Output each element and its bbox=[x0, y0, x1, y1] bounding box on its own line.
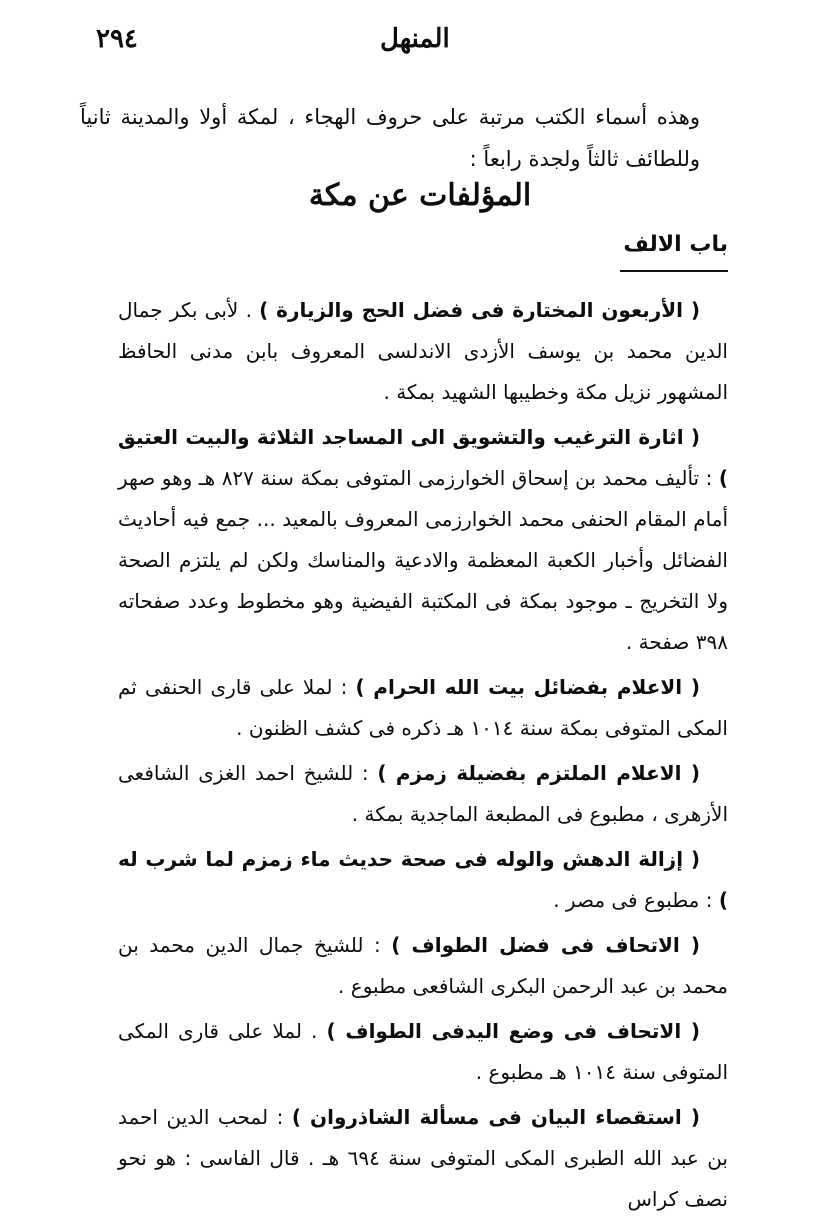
entry-title: ( الاتحاف فى فضل الطواف ) bbox=[391, 933, 701, 957]
entry bbox=[118, 1097, 728, 1220]
entry bbox=[118, 839, 728, 921]
entry-title: ( إزالة الدهش والوله فى صحة حديث ماء زمزم لما شرب له ) bbox=[118, 847, 728, 912]
entry-title: ( الاعلام بفضائل بيت الله الحرام ) bbox=[355, 675, 700, 699]
intro-paragraph: وهذه أسماء الكتب مرتبة على حروف الهجاء ، لمكة أولا والمدينة ثانياً وللطائف ثالثاً ولجدة رابعاً : bbox=[80, 105, 700, 171]
entry-text: . لأبى بكر جمال الدين محمد بن يوسف الأزدى الاندلسى المعروف بابن مدنى الحافظ المشهور نزيل مكة وخطيبها الشهيد بمكة . bbox=[118, 298, 728, 404]
entry-text: : للشيخ احمد الغزى الشافعى الأزهرى ، مطبوع فى المطبعة الماجدية بمكة . bbox=[118, 761, 728, 826]
entries-list bbox=[118, 290, 728, 1224]
entry bbox=[118, 753, 728, 835]
entry-text: : لمحب الدين احمد بن عبد الله الطبرى المكى المتوفى سنة ٦٩٤ هـ . قال الفاسى : هو نحو نصف كراس bbox=[118, 1105, 728, 1211]
entry-text: . لملا على قارى المكى المتوفى سنة ١٠١٤ هـ مطبوع . bbox=[118, 1019, 728, 1084]
entry bbox=[118, 1011, 728, 1093]
entry bbox=[118, 667, 728, 749]
entry-title: ( الاعلام الملتزم بفضيلة زمزم ) bbox=[377, 761, 700, 785]
entry-title: ( استقصاء البيان فى مسألة الشاذروان ) bbox=[291, 1105, 701, 1129]
entry-title: ( الأربعون المختارة فى فضل الحج والزيارة ) bbox=[259, 298, 700, 322]
entry-title: ( اثارة الترغيب والتشويق الى المساجد الثلاثة والبيت العتيق ) bbox=[118, 425, 728, 490]
entry bbox=[118, 290, 728, 413]
running-title: المنهل bbox=[380, 24, 450, 54]
entry-text: : لملا على قارى الحنفى ثم المكى المتوفى بمكة سنة ١٠١٤ هـ ذكره فى كشف الظنون . bbox=[118, 675, 728, 740]
page-number: ٢٩٤ bbox=[96, 24, 138, 54]
entry-text: : للشيخ جمال الدين محمد بن محمد بن عبد الرحمن البكرى الشافعى مطبوع . bbox=[118, 933, 728, 998]
section-title: المؤلفات عن مكة bbox=[308, 178, 532, 213]
entry bbox=[118, 925, 728, 1007]
chapter-heading-underline bbox=[620, 270, 728, 272]
chapter-heading: باب الالف bbox=[623, 232, 728, 257]
page-header bbox=[0, 22, 840, 62]
entry-text: : مطبوع فى مصر . bbox=[553, 888, 713, 912]
entry-title: ( الاتحاف فى وضع اليدفى الطواف ) bbox=[326, 1019, 701, 1043]
entry bbox=[118, 417, 728, 663]
entry-text: : تأليف محمد بن إسحاق الخوارزمى المتوفى بمكة سنة ٨٢٧ هـ وهو صهر أمام المقام الحنفى محمد الخوارزمى المعروف بالمعيد ... جمع فيه أحاديث الفضائل وأخبار الكعبة المعظمة والادعية والمناسك ولكن لم يلتزم الصحة ولا التخريج ـ موجود بمكة فى المكتبة الفيضية وهو مخطوط وعدد صفحاته ٣٩٨ صفحة . bbox=[118, 466, 728, 654]
